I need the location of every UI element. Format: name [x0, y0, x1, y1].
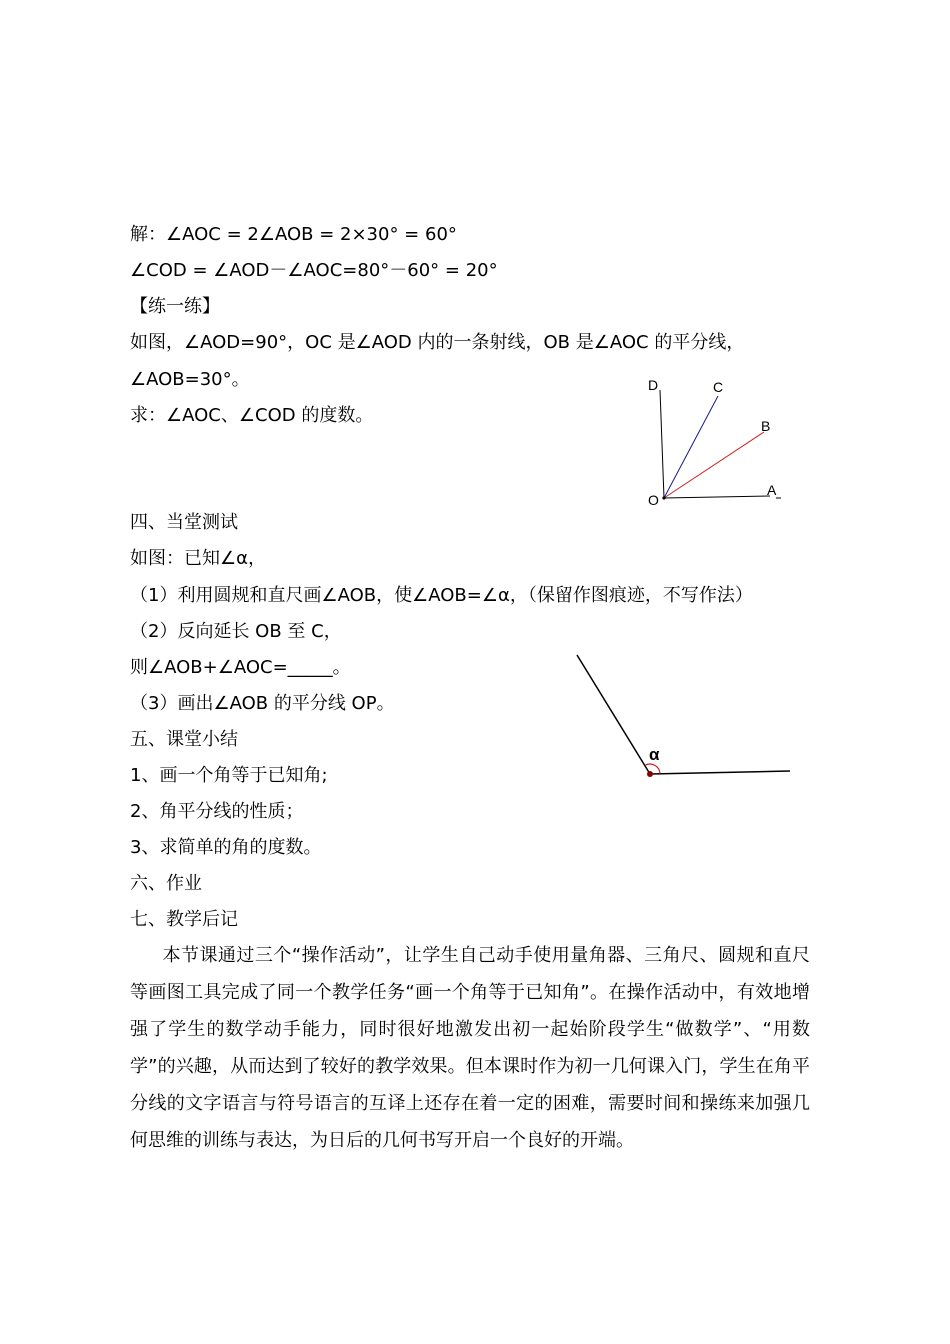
vertex-o [662, 496, 665, 499]
solution-line-2: ∠COD = ∠AOD－∠AOC=80°－60° = 20° [130, 260, 498, 281]
practice-question: 求：∠AOC、∠COD 的度数。 [130, 405, 374, 426]
practice-heading: 【练一练】 [130, 296, 220, 317]
figure-rays-diagram [630, 368, 800, 513]
angle-arm-left [577, 655, 650, 774]
figure-angle-alpha [565, 645, 805, 795]
label-b: B [761, 418, 771, 434]
angle-label: α [649, 745, 660, 764]
label-c: C [713, 379, 724, 395]
summary-item-2: 2、角平分线的性质； [130, 801, 304, 822]
label-a: A [767, 482, 777, 498]
test-heading: 四、当堂测试 [130, 512, 238, 533]
summary-item-3: 3、求简单的角的度数。 [130, 837, 322, 858]
label-o: O [648, 492, 659, 508]
reflection-paragraph [130, 937, 810, 1159]
reflection-heading: 七、教学后记 [130, 909, 238, 930]
ray-ob [664, 432, 764, 498]
test-item-1: （1）利用圆规和直尺画∠AOB，使∠AOB=∠α，（保留作图痕迹，不写作法） [130, 585, 753, 606]
test-item-2: （2）反向延长 OB 至 C， [130, 621, 342, 642]
practice-problem-line-1: 如图，∠AOD=90°，OC 是∠AOD 内的一条射线，OB 是∠AOC 的平分线， [130, 332, 745, 353]
angle-vertex [647, 771, 653, 777]
ray-oa [664, 496, 770, 498]
test-item-3: （3）画出∠AOB 的平分线 OP。 [130, 693, 395, 714]
test-intro: 如图：已知∠α， [130, 548, 267, 569]
solution-line-1: 解：∠AOC = 2∠AOB = 2×30° = 60° [130, 224, 457, 245]
angle-arm-right [650, 771, 790, 774]
summary-heading: 五、课堂小结 [130, 729, 238, 750]
reflection-paragraph-text: 本节课通过三个“操作活动”，让学生自己动手使用量角器、三角尺、圆规和直尺等画图工具完成了同一个教学任务“画一个角等于已知角”。在操作活动中，有效地增强了学生的数学动手能力，同时很好地激发出初一起始阶段学生“做数学”、“用数学”的兴趣，从而达到了较好的教学效果。但本课时作为初一几何课入门，学生在角平分线的文字语言与符号语言的互译上还存在着一定的困难，需要时间和操练来加强几何思维的训练与表达，为日后的几何书写开启一个良好的开端。 [130, 945, 810, 1151]
homework-heading: 六、作业 [130, 873, 202, 894]
test-item-2-result: 则∠AOB+∠AOC=_____。 [130, 657, 351, 678]
label-d: D [648, 377, 659, 393]
ray-od [660, 390, 664, 498]
ray-oc [664, 396, 718, 498]
practice-problem-line-2: ∠AOB=30°。 [130, 369, 250, 390]
summary-item-1: 1、画一个角等于已知角; [130, 765, 328, 786]
